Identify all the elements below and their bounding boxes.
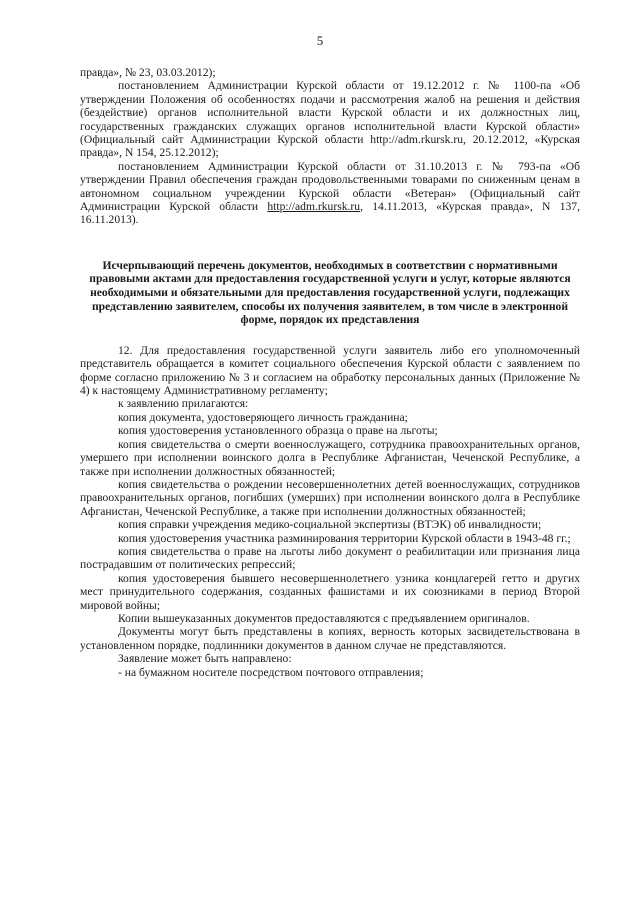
resolution-793-tail: , 14.11.2013, «Курская правда», N 137, 16.11.2013). [80,200,580,227]
section-heading: Исчерпывающий перечень документов, необходимых в соответствии с нормативными правовыми актами для предоставления государственной услуги и услуг, которые являются необходимыми и обязательными для предоставления государственной услуги, подлежащих представлению заявителем, способы их получения заявителем, в том числе в электронной форме, порядок их представления [89,258,571,327]
site-link[interactable]: http://adm.rkursk.ru [267,200,361,214]
list-item: копия свидетельства о рождении несовершеннолетних детей военнослужащих, сотрудников правоохранительных органов, погибших (умерших) при исполнении воинского долга в Республике Афганистан, Чеченской Республике, а также при исполнении должностных обязанностей; [80,477,580,518]
page-content [80,66,580,679]
list-item: копия удостоверения участника разминирования территории Курской области в 1943-48 гг.; [118,531,571,545]
resolution-793-text: постановлением Администрации Курской области от 31.10.2013 г. № 793-па «Об утверждении Правил обеспечения граждан продовольственными товарами по сниженным ценам в автономном социальном учреждении Курской области «Ветеран» (Официальный сайт Администрации Курской области [80,159,580,214]
list-intro: к заявлению прилагаются: [118,397,249,411]
paragraph-12: 12. Для предоставления государственной услуги заявитель либо его уполномоченный представитель обращается в комитет социального обеспечения Курской области с заявлением по форме согласно приложению № 3 и согласием на обработку персональных данных (Приложение № 4) к настоящему Административному регламенту; [80,343,580,398]
list-item: копия свидетельства о праве на льготы либо документ о реабилитации или признания лица пострадавшим от политических репрессий; [80,544,580,572]
paragraph-submission-methods: Заявление может быть направлено: [118,652,292,666]
list-item: копия справки учреждения медико-социальной экспертизы (ВТЭК) об инвалидности; [118,518,542,532]
page-number: 5 [316,33,324,48]
paragraph-continuation: правда», № 23, 03.03.2012); [80,66,216,79]
paragraph-resolution-793 [80,160,580,227]
paragraph-resolution-1100: постановлением Администрации Курской области от 19.12.2012 г. № 1100-па «Об утверждении Положения об особенностях подачи и рассмотрения жалоб на решения и действия (бездействие) органов исполнительной власти Курской области и их должностных лиц, государственных гражданских служащих органов исполнительной власти Курской области» (Официальный сайт Администрации Курской области http://adm.rkursk.ru, 20.12.2012, «Курская правда», N 154, 25.12.2012); [80,79,580,160]
list-item: копия свидетельства о смерти военнослужащего, сотрудника правоохранительных органов, умершего при исполнении воинского долга в Республике Афганистан, Чеченской Республике, а также при исполнении должностных обязанностей; [80,437,580,478]
paragraph-copies-originals: Копии вышеуказанных документов предоставляются с предъявлением оригиналов. [118,611,530,625]
list-item: копия удостоверения установленного образца о праве на льготы; [118,424,438,438]
list-item: копия документа, удостоверяющего личность гражданина; [118,410,408,424]
paragraph-certified-copies: Документы могут быть представлены в копиях, верность которых засвидетельствована в установленном порядке, подлинники документов в данном случае не представляются. [80,625,580,652]
list-item: копия удостоверения бывшего несовершеннолетнего узника концлагерей гетто и других мест принудительного содержания, созданных фашистами и их союзниками в период Второй мировой войны; [80,571,580,612]
list-item: - на бумажном носителе посредством почтового отправления; [118,665,424,679]
